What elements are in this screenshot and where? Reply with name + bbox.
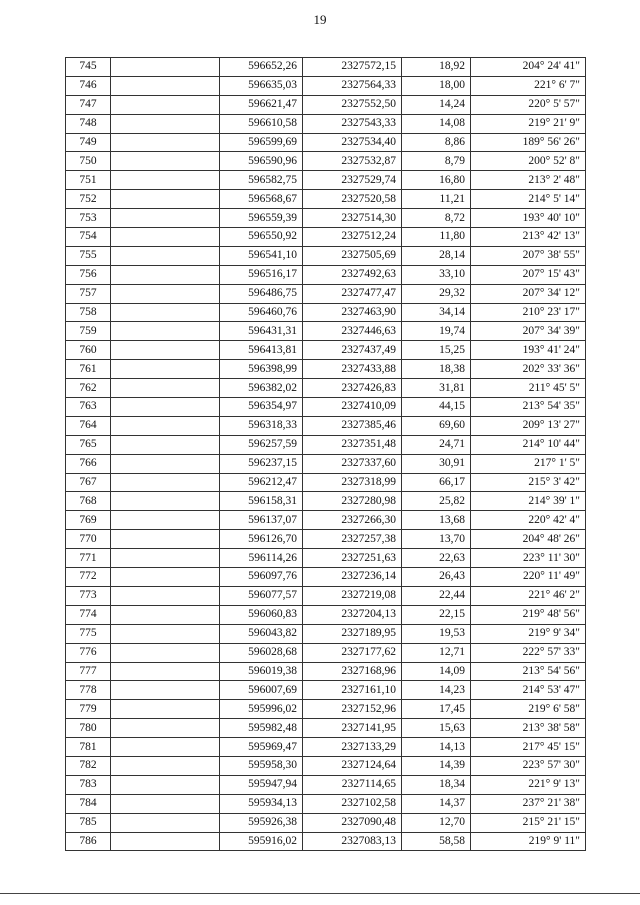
bearing-cell: 207° 15' 43"	[471, 265, 586, 284]
coordinates-table-body	[66, 58, 586, 851]
y-coordinate-cell: 2327114,65	[303, 775, 402, 794]
y-coordinate-cell: 2327564,33	[303, 76, 402, 95]
table-row	[66, 586, 586, 605]
distance-cell: 14,39	[402, 756, 471, 775]
x-coordinate-cell: 596398,99	[220, 360, 303, 379]
distance-cell: 17,45	[402, 700, 471, 719]
point-number-cell: 784	[66, 794, 111, 813]
table-row	[66, 681, 586, 700]
distance-cell: 19,74	[402, 322, 471, 341]
table-row	[66, 379, 586, 398]
bearing-cell: 200° 52' 8"	[471, 152, 586, 171]
x-coordinate-cell: 596541,10	[220, 246, 303, 265]
table-row	[66, 152, 586, 171]
distance-cell: 22,44	[402, 586, 471, 605]
table-row	[66, 76, 586, 95]
blank-cell	[111, 643, 220, 662]
bearing-cell: 219° 9' 34"	[471, 624, 586, 643]
distance-cell: 14,37	[402, 794, 471, 813]
table-row	[66, 228, 586, 247]
distance-cell: 15,25	[402, 341, 471, 360]
bearing-cell: 207° 34' 39"	[471, 322, 586, 341]
y-coordinate-cell: 2327463,90	[303, 303, 402, 322]
distance-cell: 31,81	[402, 379, 471, 398]
point-number-cell: 772	[66, 568, 111, 587]
y-coordinate-cell: 2327177,62	[303, 643, 402, 662]
x-coordinate-cell: 596077,57	[220, 586, 303, 605]
blank-cell	[111, 605, 220, 624]
x-coordinate-cell: 596126,70	[220, 530, 303, 549]
point-number-cell: 764	[66, 416, 111, 435]
bearing-cell: 214° 10' 44"	[471, 435, 586, 454]
table-row	[66, 775, 586, 794]
distance-cell: 18,34	[402, 775, 471, 794]
blank-cell	[111, 341, 220, 360]
point-number-cell: 775	[66, 624, 111, 643]
point-number-cell: 770	[66, 530, 111, 549]
bearing-cell: 220° 42' 4"	[471, 511, 586, 530]
x-coordinate-cell: 596043,82	[220, 624, 303, 643]
distance-cell: 33,10	[402, 265, 471, 284]
point-number-cell: 754	[66, 228, 111, 247]
bearing-cell: 221° 6' 7"	[471, 76, 586, 95]
point-number-cell: 771	[66, 549, 111, 568]
x-coordinate-cell: 595947,94	[220, 775, 303, 794]
x-coordinate-cell: 596635,03	[220, 76, 303, 95]
table-row	[66, 719, 586, 738]
point-number-cell: 747	[66, 95, 111, 114]
y-coordinate-cell: 2327514,30	[303, 209, 402, 228]
bearing-cell: 213° 38' 58"	[471, 719, 586, 738]
bearing-cell: 220° 5' 57"	[471, 95, 586, 114]
bearing-cell: 214° 5' 14"	[471, 190, 586, 209]
distance-cell: 22,63	[402, 549, 471, 568]
table-row	[66, 171, 586, 190]
distance-cell: 18,92	[402, 58, 471, 77]
table-row	[66, 190, 586, 209]
table-row	[66, 398, 586, 417]
y-coordinate-cell: 2327133,29	[303, 738, 402, 757]
blank-cell	[111, 454, 220, 473]
point-number-cell: 758	[66, 303, 111, 322]
bearing-cell: 223° 57' 30"	[471, 756, 586, 775]
blank-cell	[111, 756, 220, 775]
x-coordinate-cell: 596652,26	[220, 58, 303, 77]
distance-cell: 12,70	[402, 813, 471, 832]
distance-cell: 28,14	[402, 246, 471, 265]
y-coordinate-cell: 2327204,13	[303, 605, 402, 624]
y-coordinate-cell: 2327266,30	[303, 511, 402, 530]
distance-cell: 26,43	[402, 568, 471, 587]
x-coordinate-cell: 596590,96	[220, 152, 303, 171]
distance-cell: 44,15	[402, 398, 471, 417]
bearing-cell: 193° 41' 24"	[471, 341, 586, 360]
table-row	[66, 605, 586, 624]
y-coordinate-cell: 2327543,33	[303, 114, 402, 133]
blank-cell	[111, 530, 220, 549]
bearing-cell: 211° 45' 5"	[471, 379, 586, 398]
point-number-cell: 756	[66, 265, 111, 284]
point-number-cell: 785	[66, 813, 111, 832]
point-number-cell: 762	[66, 379, 111, 398]
x-coordinate-cell: 595996,02	[220, 700, 303, 719]
x-coordinate-cell: 596559,39	[220, 209, 303, 228]
table-row	[66, 303, 586, 322]
point-number-cell: 753	[66, 209, 111, 228]
table-row	[66, 209, 586, 228]
point-number-cell: 763	[66, 398, 111, 417]
distance-cell: 16,80	[402, 171, 471, 190]
distance-cell: 14,09	[402, 662, 471, 681]
blank-cell	[111, 511, 220, 530]
point-number-cell: 776	[66, 643, 111, 662]
distance-cell: 13,70	[402, 530, 471, 549]
distance-cell: 25,82	[402, 492, 471, 511]
point-number-cell: 752	[66, 190, 111, 209]
distance-cell: 34,14	[402, 303, 471, 322]
blank-cell	[111, 775, 220, 794]
point-number-cell: 749	[66, 133, 111, 152]
point-number-cell: 750	[66, 152, 111, 171]
x-coordinate-cell: 595926,38	[220, 813, 303, 832]
bearing-cell: 221° 9' 13"	[471, 775, 586, 794]
blank-cell	[111, 209, 220, 228]
bearing-cell: 217° 45' 15"	[471, 738, 586, 757]
y-coordinate-cell: 2327552,50	[303, 95, 402, 114]
point-number-cell: 765	[66, 435, 111, 454]
y-coordinate-cell: 2327520,58	[303, 190, 402, 209]
table-row	[66, 435, 586, 454]
blank-cell	[111, 794, 220, 813]
bearing-cell: 207° 38' 55"	[471, 246, 586, 265]
bearing-cell: 219° 48' 56"	[471, 605, 586, 624]
distance-cell: 24,71	[402, 435, 471, 454]
blank-cell	[111, 813, 220, 832]
distance-cell: 30,91	[402, 454, 471, 473]
blank-cell	[111, 76, 220, 95]
x-coordinate-cell: 596137,07	[220, 511, 303, 530]
distance-cell: 8,86	[402, 133, 471, 152]
blank-cell	[111, 719, 220, 738]
bearing-cell: 213° 54' 35"	[471, 398, 586, 417]
y-coordinate-cell: 2327124,64	[303, 756, 402, 775]
bearing-cell: 214° 53' 47"	[471, 681, 586, 700]
bearing-cell: 222° 57' 33"	[471, 643, 586, 662]
bearing-cell: 207° 34' 12"	[471, 284, 586, 303]
blank-cell	[111, 568, 220, 587]
distance-cell: 13,68	[402, 511, 471, 530]
bearing-cell: 220° 11' 49"	[471, 568, 586, 587]
distance-cell: 12,71	[402, 643, 471, 662]
blank-cell	[111, 284, 220, 303]
x-coordinate-cell: 595969,47	[220, 738, 303, 757]
x-coordinate-cell: 595958,30	[220, 756, 303, 775]
x-coordinate-cell: 596516,17	[220, 265, 303, 284]
x-coordinate-cell: 596460,76	[220, 303, 303, 322]
y-coordinate-cell: 2327251,63	[303, 549, 402, 568]
page-number: 19	[313, 12, 327, 27]
point-number-cell: 760	[66, 341, 111, 360]
distance-cell: 19,53	[402, 624, 471, 643]
x-coordinate-cell: 596114,26	[220, 549, 303, 568]
bearing-cell: 215° 3' 42"	[471, 473, 586, 492]
y-coordinate-cell: 2327280,98	[303, 492, 402, 511]
x-coordinate-cell: 596060,83	[220, 605, 303, 624]
point-number-cell: 759	[66, 322, 111, 341]
blank-cell	[111, 152, 220, 171]
y-coordinate-cell: 2327512,24	[303, 228, 402, 247]
table-row	[66, 114, 586, 133]
table-row	[66, 624, 586, 643]
y-coordinate-cell: 2327219,08	[303, 586, 402, 605]
bearing-cell: 204° 24' 41"	[471, 58, 586, 77]
table-row	[66, 246, 586, 265]
table-row	[66, 492, 586, 511]
point-number-cell: 746	[66, 76, 111, 95]
y-coordinate-cell: 2327446,63	[303, 322, 402, 341]
distance-cell: 8,72	[402, 209, 471, 228]
y-coordinate-cell: 2327318,99	[303, 473, 402, 492]
point-number-cell: 773	[66, 586, 111, 605]
x-coordinate-cell: 596550,92	[220, 228, 303, 247]
y-coordinate-cell: 2327426,83	[303, 379, 402, 398]
y-coordinate-cell: 2327532,87	[303, 152, 402, 171]
blank-cell	[111, 492, 220, 511]
table-row	[66, 58, 586, 77]
blank-cell	[111, 398, 220, 417]
distance-cell: 22,15	[402, 605, 471, 624]
distance-cell: 14,23	[402, 681, 471, 700]
point-number-cell: 779	[66, 700, 111, 719]
bearing-cell: 219° 6' 58"	[471, 700, 586, 719]
y-coordinate-cell: 2327437,49	[303, 341, 402, 360]
blank-cell	[111, 133, 220, 152]
y-coordinate-cell: 2327572,15	[303, 58, 402, 77]
table-row	[66, 95, 586, 114]
point-number-cell: 777	[66, 662, 111, 681]
blank-cell	[111, 700, 220, 719]
bearing-cell: 213° 2' 48"	[471, 171, 586, 190]
y-coordinate-cell: 2327477,47	[303, 284, 402, 303]
blank-cell	[111, 681, 220, 700]
bearing-cell: 219° 9' 11"	[471, 832, 586, 851]
x-coordinate-cell: 596413,81	[220, 341, 303, 360]
table-row	[66, 738, 586, 757]
bearing-cell: 219° 21' 9"	[471, 114, 586, 133]
table-row	[66, 756, 586, 775]
blank-cell	[111, 303, 220, 322]
table-row	[66, 133, 586, 152]
x-coordinate-cell: 596237,15	[220, 454, 303, 473]
y-coordinate-cell: 2327236,14	[303, 568, 402, 587]
blank-cell	[111, 58, 220, 77]
table-row	[66, 813, 586, 832]
blank-cell	[111, 624, 220, 643]
footer-rule	[0, 893, 640, 894]
blank-cell	[111, 416, 220, 435]
distance-cell: 15,63	[402, 719, 471, 738]
distance-cell: 11,21	[402, 190, 471, 209]
x-coordinate-cell: 596212,47	[220, 473, 303, 492]
y-coordinate-cell: 2327534,40	[303, 133, 402, 152]
y-coordinate-cell: 2327152,96	[303, 700, 402, 719]
y-coordinate-cell: 2327168,96	[303, 662, 402, 681]
blank-cell	[111, 360, 220, 379]
blank-cell	[111, 322, 220, 341]
point-number-cell: 745	[66, 58, 111, 77]
bearing-cell: 221° 46' 2"	[471, 586, 586, 605]
x-coordinate-cell: 596257,59	[220, 435, 303, 454]
distance-cell: 18,00	[402, 76, 471, 95]
y-coordinate-cell: 2327410,09	[303, 398, 402, 417]
x-coordinate-cell: 595982,48	[220, 719, 303, 738]
bearing-cell: 214° 39' 1"	[471, 492, 586, 511]
x-coordinate-cell: 596610,58	[220, 114, 303, 133]
x-coordinate-cell: 595916,02	[220, 832, 303, 851]
point-number-cell: 755	[66, 246, 111, 265]
blank-cell	[111, 435, 220, 454]
point-number-cell: 782	[66, 756, 111, 775]
table-row	[66, 454, 586, 473]
bearing-cell: 217° 1' 5"	[471, 454, 586, 473]
y-coordinate-cell: 2327141,95	[303, 719, 402, 738]
coordinates-table	[65, 57, 586, 851]
table-row	[66, 284, 586, 303]
blank-cell	[111, 662, 220, 681]
x-coordinate-cell: 596621,47	[220, 95, 303, 114]
y-coordinate-cell: 2327102,58	[303, 794, 402, 813]
bearing-cell: 204° 48' 26"	[471, 530, 586, 549]
bearing-cell: 210° 23' 17"	[471, 303, 586, 322]
y-coordinate-cell: 2327505,69	[303, 246, 402, 265]
x-coordinate-cell: 595934,13	[220, 794, 303, 813]
bearing-cell: 237° 21' 38"	[471, 794, 586, 813]
blank-cell	[111, 549, 220, 568]
x-coordinate-cell: 596431,31	[220, 322, 303, 341]
point-number-cell: 769	[66, 511, 111, 530]
y-coordinate-cell: 2327090,48	[303, 813, 402, 832]
distance-cell: 66,17	[402, 473, 471, 492]
table-row	[66, 530, 586, 549]
blank-cell	[111, 473, 220, 492]
table-row	[66, 662, 586, 681]
blank-cell	[111, 738, 220, 757]
distance-cell: 18,38	[402, 360, 471, 379]
table-row	[66, 360, 586, 379]
table-row	[66, 473, 586, 492]
blank-cell	[111, 246, 220, 265]
x-coordinate-cell: 596582,75	[220, 171, 303, 190]
table-row	[66, 643, 586, 662]
y-coordinate-cell: 2327257,38	[303, 530, 402, 549]
point-number-cell: 761	[66, 360, 111, 379]
point-number-cell: 786	[66, 832, 111, 851]
distance-cell: 8,79	[402, 152, 471, 171]
bearing-cell: 189° 56' 26"	[471, 133, 586, 152]
blank-cell	[111, 265, 220, 284]
x-coordinate-cell: 596382,02	[220, 379, 303, 398]
table-row	[66, 832, 586, 851]
table-row	[66, 549, 586, 568]
distance-cell: 14,24	[402, 95, 471, 114]
blank-cell	[111, 95, 220, 114]
blank-cell	[111, 228, 220, 247]
y-coordinate-cell: 2327492,63	[303, 265, 402, 284]
bearing-cell: 202° 33' 36"	[471, 360, 586, 379]
bearing-cell: 213° 42' 13"	[471, 228, 586, 247]
point-number-cell: 757	[66, 284, 111, 303]
point-number-cell: 767	[66, 473, 111, 492]
y-coordinate-cell: 2327189,95	[303, 624, 402, 643]
table-row	[66, 322, 586, 341]
y-coordinate-cell: 2327433,88	[303, 360, 402, 379]
point-number-cell: 780	[66, 719, 111, 738]
bearing-cell: 223° 11' 30"	[471, 549, 586, 568]
bearing-cell: 213° 54' 56"	[471, 662, 586, 681]
distance-cell: 14,13	[402, 738, 471, 757]
x-coordinate-cell: 596158,31	[220, 492, 303, 511]
point-number-cell: 781	[66, 738, 111, 757]
y-coordinate-cell: 2327529,74	[303, 171, 402, 190]
x-coordinate-cell: 596599,69	[220, 133, 303, 152]
y-coordinate-cell: 2327337,60	[303, 454, 402, 473]
y-coordinate-cell: 2327083,13	[303, 832, 402, 851]
blank-cell	[111, 832, 220, 851]
distance-cell: 14,08	[402, 114, 471, 133]
y-coordinate-cell: 2327351,48	[303, 435, 402, 454]
x-coordinate-cell: 596007,69	[220, 681, 303, 700]
distance-cell: 58,58	[402, 832, 471, 851]
point-number-cell: 766	[66, 454, 111, 473]
x-coordinate-cell: 596097,76	[220, 568, 303, 587]
distance-cell: 69,60	[402, 416, 471, 435]
blank-cell	[111, 171, 220, 190]
point-number-cell: 774	[66, 605, 111, 624]
x-coordinate-cell: 596354,97	[220, 398, 303, 417]
blank-cell	[111, 586, 220, 605]
x-coordinate-cell: 596486,75	[220, 284, 303, 303]
table-row	[66, 794, 586, 813]
blank-cell	[111, 114, 220, 133]
table-row	[66, 511, 586, 530]
point-number-cell: 768	[66, 492, 111, 511]
point-number-cell: 751	[66, 171, 111, 190]
blank-cell	[111, 190, 220, 209]
point-number-cell: 778	[66, 681, 111, 700]
table-row	[66, 700, 586, 719]
x-coordinate-cell: 596019,38	[220, 662, 303, 681]
bearing-cell: 215° 21' 15"	[471, 813, 586, 832]
bearing-cell: 209° 13' 27"	[471, 416, 586, 435]
table-row	[66, 416, 586, 435]
point-number-cell: 783	[66, 775, 111, 794]
bearing-cell: 193° 40' 10"	[471, 209, 586, 228]
y-coordinate-cell: 2327385,46	[303, 416, 402, 435]
table-row	[66, 265, 586, 284]
distance-cell: 11,80	[402, 228, 471, 247]
y-coordinate-cell: 2327161,10	[303, 681, 402, 700]
distance-cell: 29,32	[402, 284, 471, 303]
point-number-cell: 748	[66, 114, 111, 133]
table-row	[66, 341, 586, 360]
x-coordinate-cell: 596318,33	[220, 416, 303, 435]
x-coordinate-cell: 596028,68	[220, 643, 303, 662]
table-row	[66, 568, 586, 587]
x-coordinate-cell: 596568,67	[220, 190, 303, 209]
blank-cell	[111, 379, 220, 398]
